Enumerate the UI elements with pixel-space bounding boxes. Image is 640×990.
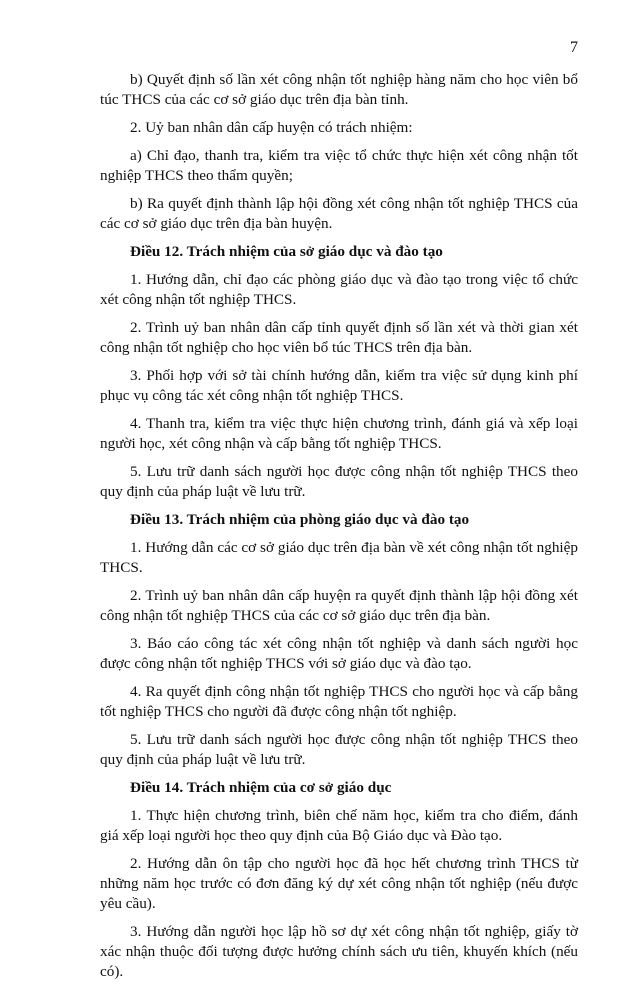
paragraph: 1. Hướng dẫn các cơ sở giáo dục trên địa bàn về xét công nhận tốt nghiệp THCS. [100, 539, 578, 576]
paragraph: 1. Thực hiện chương trình, biên chế năm học, kiểm tra cho điểm, đánh giá xếp loại người học theo quy định của Bộ Giáo dục và Đào tạo. [100, 807, 578, 844]
paragraph: 3. Phối hợp với sở tài chính hướng dẫn, kiểm tra việc sử dụng kinh phí phục vụ công tác xét công nhận tốt nghiệp THCS. [100, 367, 578, 404]
document-body [100, 70, 578, 990]
paragraph: 2. Hướng dẫn ôn tập cho người học đã học hết chương trình THCS từ những năm học trước có đơn đăng ký dự xét công nhận tốt nghiệp (nếu được yêu cầu). [100, 855, 578, 912]
paragraph: 1. Hướng dẫn, chỉ đạo các phòng giáo dục và đào tạo trong việc tổ chức xét công nhận tốt nghiệp THCS. [100, 271, 578, 308]
paragraph: b) Quyết định số lần xét công nhận tốt nghiệp hàng năm cho học viên bổ túc THCS của các cơ sở giáo dục trên địa bàn tỉnh. [100, 71, 578, 108]
paragraph: 4. Thanh tra, kiểm tra việc thực hiện chương trình, đánh giá và xếp loại người học, xét công nhận và cấp bằng tốt nghiệp THCS. [100, 415, 578, 452]
paragraph: 2. Uỷ ban nhân dân cấp huyện có trách nhiệm: [130, 119, 413, 136]
paragraph: 4. Ra quyết định công nhận tốt nghiệp THCS cho người học và cấp bằng tốt nghiệp THCS cho người đã được công nhận tốt nghiệp. [100, 683, 578, 720]
paragraph: 3. Hướng dẫn người học lập hồ sơ dự xét công nhận tốt nghiệp, giấy tờ xác nhận thuộc đối tượng được hưởng chính sách ưu tiên, khuyến khích (nếu có). [100, 923, 578, 980]
article-heading-14: Điều 14. Trách nhiệm của cơ sở giáo dục [130, 779, 392, 796]
article-heading-13: Điều 13. Trách nhiệm của phòng giáo dục và đào tạo [130, 511, 470, 528]
article-heading-12: Điều 12. Trách nhiệm của sở giáo dục và đào tạo [130, 243, 443, 260]
paragraph: a) Chỉ đạo, thanh tra, kiểm tra việc tổ chức thực hiện xét công nhận tốt nghiệp THCS theo thẩm quyền; [100, 147, 578, 184]
paragraph: 5. Lưu trữ danh sách người học được công nhận tốt nghiệp THCS theo quy định của pháp luật về lưu trữ. [100, 731, 578, 768]
paragraph: 3. Báo cáo công tác xét công nhận tốt nghiệp và danh sách người học được công nhận tốt nghiệp THCS với sở giáo dục và đào tạo. [100, 635, 578, 672]
page-number: 7 [570, 39, 578, 56]
paragraph: b) Ra quyết định thành lập hội đồng xét công nhận tốt nghiệp THCS của các cơ sở giáo dục trên địa bàn huyện. [100, 195, 578, 232]
paragraph: 5. Lưu trữ danh sách người học được công nhận tốt nghiệp THCS theo quy định của pháp luật về lưu trữ. [100, 463, 578, 500]
paragraph: 2. Trình uỷ ban nhân dân cấp tỉnh quyết định số lần xét và thời gian xét công nhận tốt nghiệp cho học viên bổ túc THCS trên địa bàn. [100, 319, 578, 356]
paragraph: 2. Trình uỷ ban nhân dân cấp huyện ra quyết định thành lập hội đồng xét công nhận tốt nghiệp THCS của các cơ sở giáo dục trên địa bàn. [100, 587, 578, 624]
